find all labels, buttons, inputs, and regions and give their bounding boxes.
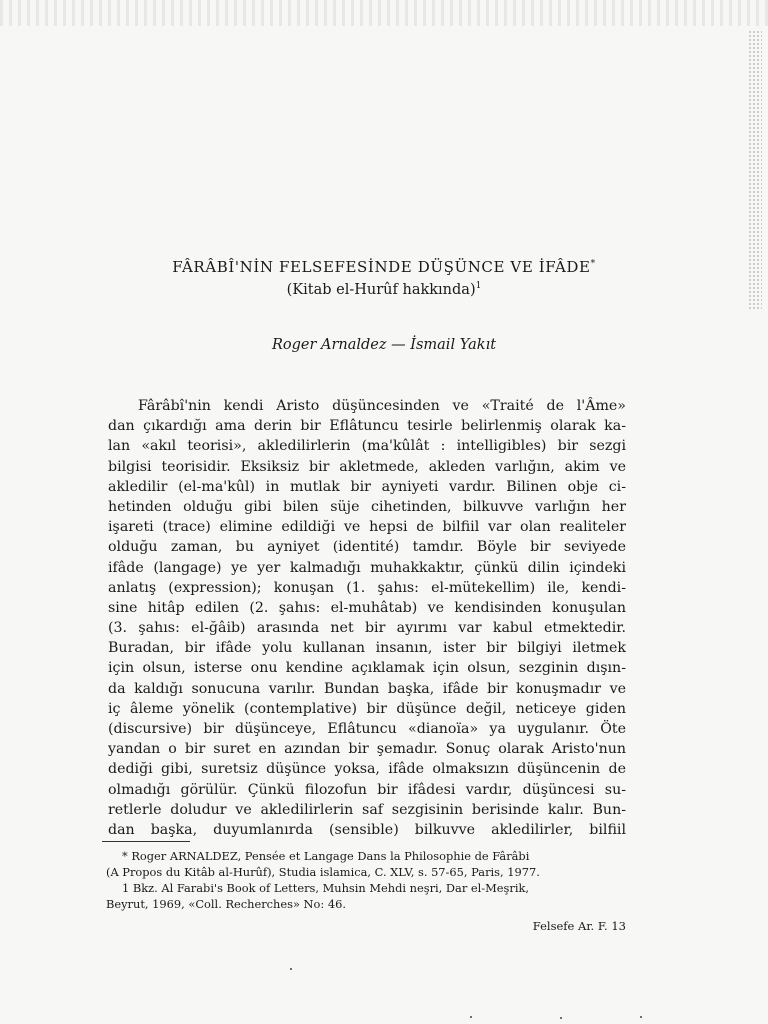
footnote-divider <box>102 841 190 842</box>
article-title-text: FÂRÂBÎ'NİN FELSEFESİNDE DÜŞÜNCE VE İFÂDE <box>172 258 591 276</box>
footnote-line: * Roger ARNALDEZ, Pensée et Langage Dans la Philosophie de Fârâbi <box>122 849 530 863</box>
scan-speck <box>560 1017 562 1019</box>
body-line: olmadığı görülür. Çünkü filozofun bir ifâdesi vardır, düşüncesi su- <box>108 781 626 798</box>
scan-speck <box>470 1016 472 1018</box>
body-line: da kaldığı sonucuna varılır. Bundan başka, ifâde bir konuşmadır ve <box>108 680 626 697</box>
body-line: (discursive) bir düşünceye, Eflâtuncu «dianoïa» ya uygulanır. Öte <box>108 721 626 737</box>
body-line: retlerle doludur ve akledilirlerin saf sezgisinin berisinde kalır. Bun- <box>108 801 626 818</box>
body-line: dediği gibi, suretsiz düşünce yoksa, ifâde olmaksızın düşüncenin de <box>108 761 626 778</box>
body-line: dan başka, duyumlanırda (sensible) bilkuvve akledilirler, bilfiil <box>108 821 626 838</box>
article-subtitle <box>0 282 768 298</box>
body-line: (3. şahıs: el-ğâib) arasında net bir ayırımı var kabul etmektedir. <box>108 620 626 637</box>
title-footnote-mark: * <box>590 259 596 269</box>
body-line: lan «akıl teorisi», akledilirlerin (ma'kûlât : intelligibles) bir sezgi <box>108 438 626 455</box>
body-line: dan çıkardığı ama derin bir Eflâtuncu tesirle belirlenmiş olarak ka- <box>108 418 626 435</box>
body-line: akledilir (el-ma'kûl) in mutlak bir ayniyeti vardır. Bilinen obje ci- <box>108 478 626 495</box>
page-reference: Felsefe Ar. F. 13 <box>532 919 626 933</box>
body-line: ifâde (langage) ye yer kalmadığı muhakkaktır, çünkü dilin içindeki <box>108 559 626 576</box>
scan-speck <box>640 1016 642 1018</box>
body-line: olduğu zaman, bu ayniyet (identité) tamdır. Böyle bir seviyede <box>108 539 626 556</box>
scan-speck <box>290 968 292 970</box>
article-title <box>0 258 768 276</box>
scan-top-edge <box>0 0 768 26</box>
body-line: bilgisi teorisidir. Eksiksiz bir akletmede, akleden varlığın, akim ve <box>108 458 626 475</box>
body-line: hetinden olduğu gibi bilen süje cihetinden, bilkuvve varlığın her <box>108 498 626 515</box>
article-authors: Roger Arnaldez — İsmail Yakıt <box>271 337 497 353</box>
body-line: işareti (trace) elimine edildiği ve hepsi de bilfiil var olan realiteler <box>108 519 626 536</box>
footnote-line: (A Propos du Kitâb al-Hurûf), Studia islamica, C. XLV, s. 57-65, Paris, 1977. <box>106 865 540 879</box>
footnotes <box>106 848 626 912</box>
body-paragraph <box>108 396 626 840</box>
body-line: Buradan, bir ifâde yolu kullanan insanın, ister bir bilgiyi iletmek <box>108 640 626 657</box>
subtitle-footnote-mark: 1 <box>475 281 482 292</box>
body-line: sine hitâp edilen (2. şahıs: el-muhâtab) ve kendisinden konuşulan <box>108 599 626 616</box>
article-subtitle-text: (Kitab el-Hurûf hakkında) <box>286 282 476 298</box>
body-line: iç âleme yönelik (contemplative) bir düşünce değil, neticeye giden <box>108 700 626 717</box>
body-line: için olsun, isterse onu kendine açıklamak için olsun, sezginin dışın- <box>108 660 626 677</box>
body-line: Fârâbî'nin kendi Aristo düşüncesinden ve «Traité de l'Âme» <box>138 398 626 414</box>
body-line: yandan o bir suret en azından bir şemadır. Sonuç olarak Aristo'nun <box>108 741 626 758</box>
body-line: anlatış (expression); konuşan (1. şahıs: el-mütekellim) ile, kendi- <box>108 579 626 596</box>
footnote-line: Beyrut, 1969, «Coll. Recherches» No: 46. <box>106 897 346 911</box>
footnote-line: 1 Bkz. Al Farabi's Book of Letters, Muhsin Mehdi neşri, Dar el-Meşrik, <box>122 881 530 895</box>
